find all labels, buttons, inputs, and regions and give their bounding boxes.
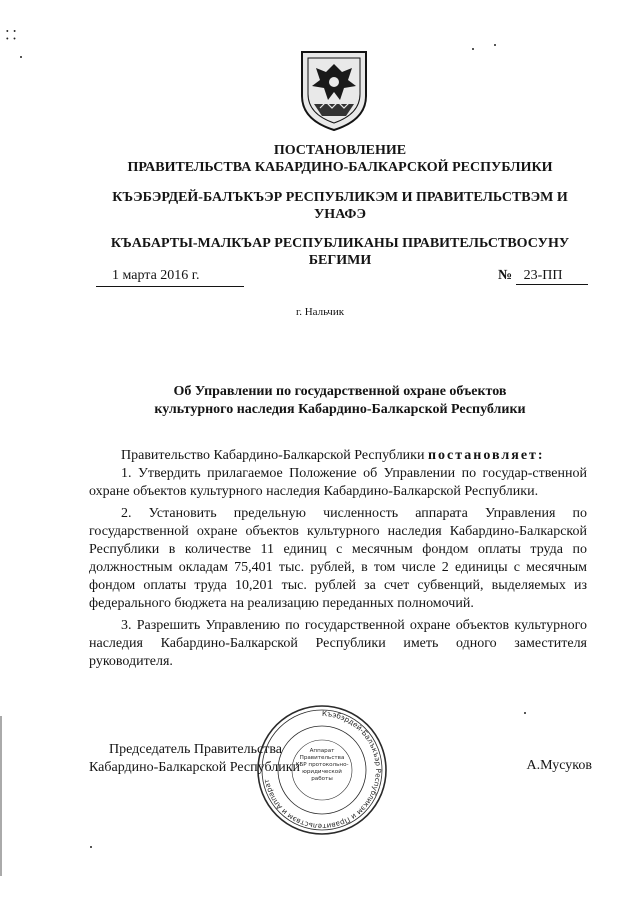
- title-line-2: культурного наследия Кабардино-Балкарской Республики: [154, 402, 526, 417]
- speck-icon: [20, 56, 22, 58]
- stamp-ring-text: Къэбэрдей-Балъкъэр Республикэм и Правительствэм и Аппарат: [261, 708, 383, 832]
- paragraph-3: 3. Разрешить Управлению по государственной охране объектов культурного наследия Кабардино-Балкарской Республики иметь одного заместителя руководителя.: [89, 618, 587, 669]
- coat-of-arms-icon: [296, 46, 372, 132]
- header-line-1: ПОСТАНОВЛЕНИЕ: [273, 143, 407, 158]
- paragraph-1: 1. Утвердить прилагаемое Положение об Управлении по государ-ственной охране объектов культурного наследия Кабардино-Балкарской Республики.: [89, 466, 587, 499]
- signature-position: [89, 741, 300, 777]
- speck-icon: [472, 48, 474, 50]
- header-line-2: ПРАВИТЕЛЬСТВА КАБАРДИНО-БАЛКАРСКОЙ РЕСПУБЛИКИ: [127, 160, 553, 175]
- header-kabardian: [60, 189, 620, 223]
- intro-emphasis: постановляет:: [427, 448, 545, 463]
- speck-icon: [494, 44, 496, 46]
- intro-paragraph: [89, 447, 587, 465]
- kabardian-line-1: КЪЭБЭРДЕЙ-БАЛЪКЪЭР РЕСПУБЛИКЭМ И ПРАВИТЕЛЬСТВЭМ И: [112, 190, 568, 205]
- balkar-line-1: КЪАБАРТЫ-МАЛКЪАР РЕСПУБЛИКАНЫ ПРАВИТЕЛЬСТВОСУНУ: [110, 236, 570, 251]
- stamp-center-text: Аппарат Правительства КБР протокольно-юридической работы: [295, 748, 349, 782]
- paragraph-2: 2. Установить предельную численность аппарата Управления по государственной охране объектов культурного наследия Кабардино-Балкарской Республики в количестве 11 единиц с месячным фондом оплаты труда по должностным окладам 75,401 тыс. рублей, в том числе 2 единицы с месячным фондом оплаты труда 10,201 тыс. рублей за счет субвенций, выделяемых из федерального бюджета на реализацию переданных полномочий.: [89, 506, 587, 611]
- number-value: 23-ПП: [516, 268, 588, 285]
- document-number: [498, 268, 588, 285]
- header-balkar: [60, 235, 620, 269]
- document-title: [60, 383, 620, 419]
- document-date: 1 марта 2016 г.: [96, 268, 244, 287]
- header-title: [60, 142, 620, 176]
- speck-icon: [524, 712, 526, 714]
- document-body: [89, 447, 587, 671]
- number-label: №: [498, 268, 513, 283]
- title-line-1: Об Управлении по государственной охране объектов: [173, 384, 507, 399]
- signature-name: А.Мусуков: [526, 758, 592, 773]
- signature-position-line-2: Кабардино-Балкарской Республики: [89, 760, 300, 775]
- corner-mark-icon: ⸬: [6, 28, 16, 42]
- intro-text: Правительство Кабардино-Балкарской Республики: [121, 448, 425, 463]
- speck-icon: [90, 846, 92, 848]
- city: г. Нальчик: [295, 306, 345, 318]
- balkar-line-2: БЕГИМИ: [308, 253, 372, 268]
- scan-edge: [0, 716, 2, 876]
- kabardian-line-2: УНАФЭ: [314, 207, 366, 222]
- signature-position-line-1: Председатель Правительства: [109, 742, 282, 757]
